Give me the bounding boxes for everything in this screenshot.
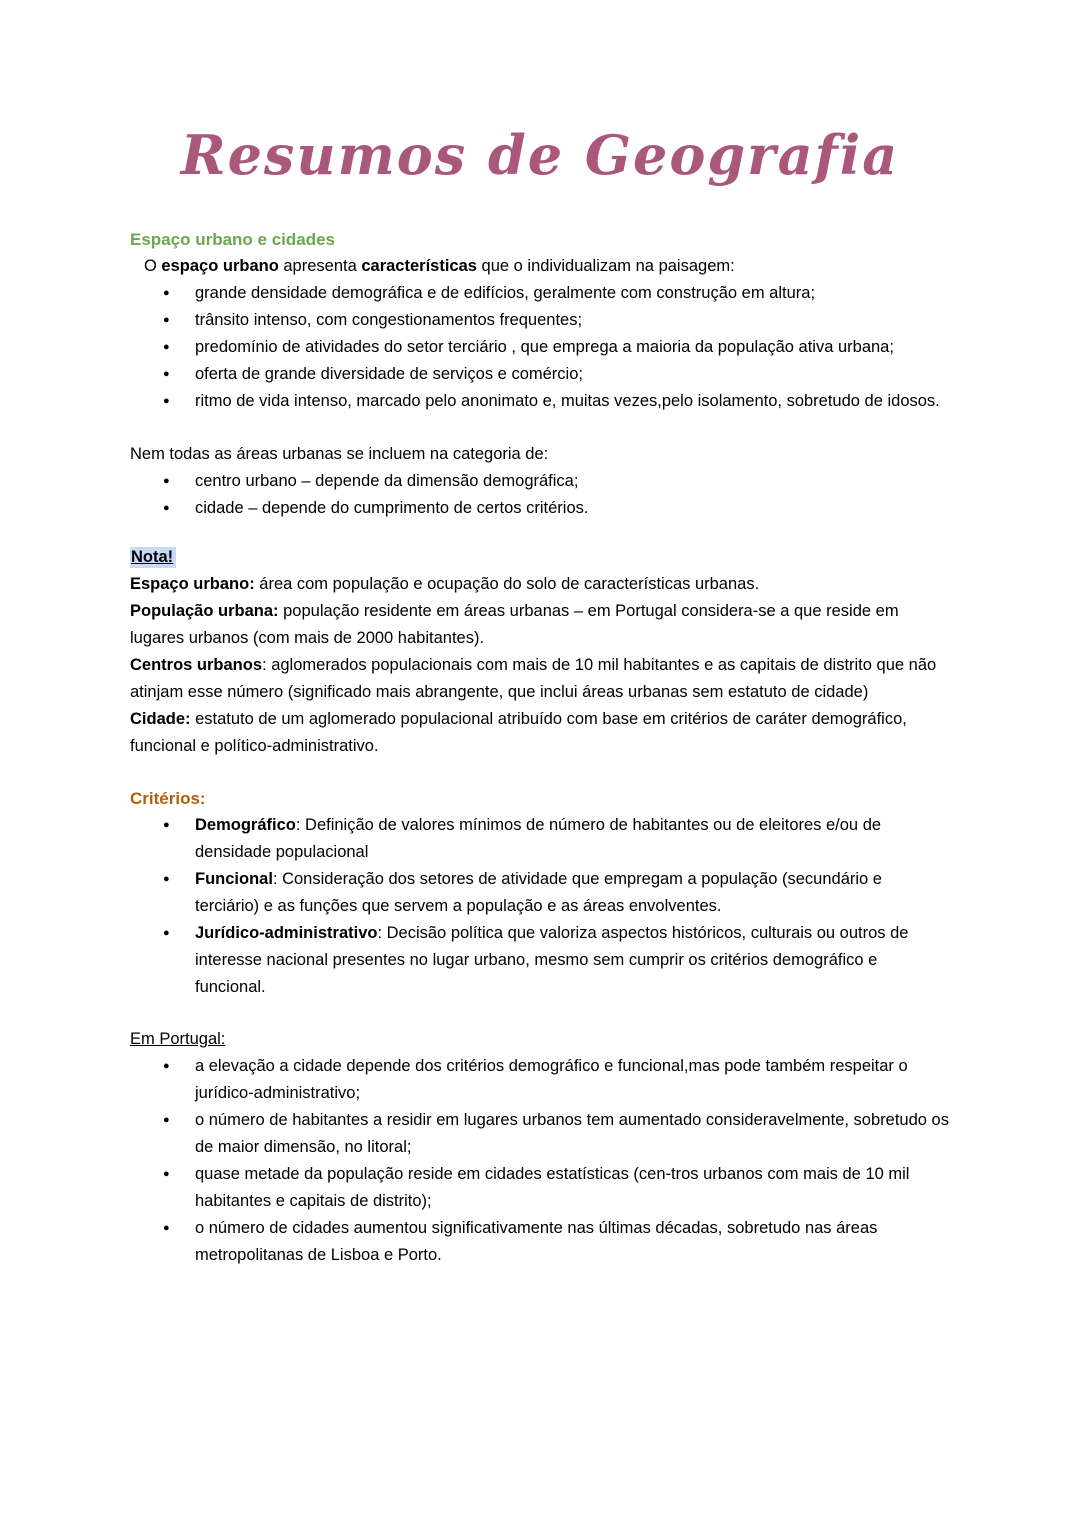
definition-text: população residente em áreas urbanas – em Portugal considera-se a que reside em lugares urbanos (com mais de 2000 habitantes). — [130, 602, 899, 647]
section-nota — [130, 544, 950, 760]
list-item: ● oferta de grande diversidade de serviços e comércio; — [130, 361, 950, 388]
intro-text: O — [144, 257, 162, 275]
definition-term: Cidade: — [130, 710, 191, 728]
definition-text: área com população e ocupação do solo de características urbanas. — [254, 575, 760, 593]
intro-text: que o individualizam na paisagem: — [476, 257, 735, 275]
nota-highlight — [130, 547, 176, 568]
list-item-funcional — [130, 866, 950, 920]
nota-label: Nota! — [131, 548, 174, 566]
criterion-text: : Definição de valores mínimos de número de habitantes ou de eleitores e/ou de densidade populacional — [195, 816, 882, 861]
list-item: ● a elevação a cidade depende dos critérios demográfico e funcional,mas pode também respeitar o jurídico-administrativo; — [130, 1053, 950, 1107]
section-criterios — [130, 785, 950, 1001]
criterion-text: : Consideração dos setores de atividade que empregam a população (secundário e terciário) e as funções que servem a população e as áreas envolventes. — [195, 870, 882, 915]
nota-heading — [130, 544, 950, 571]
portugal-bullet-list — [130, 1053, 950, 1269]
intro-bold-caracteristicas: características — [361, 257, 477, 275]
intro-text: apresenta — [278, 257, 362, 275]
list-item: ● quase metade da população reside em cidades estatísticas (cen-tros urbanos com mais de 10 mil habitantes e capitais de distrito); — [130, 1161, 950, 1215]
urban-space-bullet-list — [130, 280, 950, 415]
definition-cidade — [130, 706, 950, 760]
intro-bold-espaco-urbano: espaço urbano — [161, 257, 279, 275]
page-title: Resumos de Geografia — [180, 123, 900, 187]
intro-paragraph — [130, 253, 950, 280]
list-item-demografico — [130, 812, 950, 866]
list-item: ● centro urbano – depende da dimensão demográfica; — [130, 468, 950, 495]
definition-centros-urbanos — [130, 652, 950, 706]
list-item: ● cidade – depende do cumprimento de certos critérios. — [130, 495, 950, 522]
definition-text: : aglomerados populacionais com mais de 10 mil habitantes e as capitais de distrito que não atinjam esse número (significado mais abrangente, que inclui áreas urbanas sem estatuto de cidade) — [130, 656, 937, 701]
list-item: ● predomínio de atividades do setor terciário , que emprega a maioria da população ativa urbana; — [130, 334, 950, 361]
definition-term: População urbana: — [130, 602, 279, 620]
list-item: ● ritmo de vida intenso, marcado pelo anonimato e, muitas vezes,pelo isolamento, sobretudo de idosos. — [130, 388, 950, 415]
criterion-text: : Decisão política que valoriza aspectos históricos, culturais ou outros de interesse nacional presentes no lugar urbano, mesmo sem cumprir os critérios demográfico e funcional. — [195, 924, 909, 996]
criterion-term: Jurídico-administrativo — [195, 924, 378, 942]
list-item: ● grande densidade demográfica e de edifícios, geralmente com construção em altura; — [130, 280, 950, 307]
section-heading-criterios: Critérios: — [130, 789, 206, 808]
section-categorias — [130, 441, 950, 522]
list-item: ● o número de habitantes a residir em lugares urbanos tem aumentado consideravelmente, sobretudo os de maior dimensão, no litoral; — [130, 1107, 950, 1161]
section-em-portugal — [130, 1026, 950, 1269]
definition-espaco-urbano — [130, 571, 950, 598]
definition-term: Espaço urbano: — [130, 575, 255, 593]
section-espaco-urbano — [130, 226, 950, 415]
section-heading-espaco-urbano: Espaço urbano e cidades — [130, 230, 336, 249]
section-heading-em-portugal: Em Portugal: — [130, 1030, 226, 1048]
list-item: ● trânsito intenso, com congestionamentos frequentes; — [130, 307, 950, 334]
criterion-term: Funcional — [195, 870, 273, 888]
categories-intro: Nem todas as áreas urbanas se incluem na categoria de: — [130, 445, 549, 463]
criterios-bullet-list — [130, 812, 950, 1001]
categories-bullet-list — [130, 468, 950, 522]
definition-text: estatuto de um aglomerado populacional atribuído com base em critérios de caráter demográfico, funcional e político-administrativo. — [130, 710, 907, 755]
criterion-term: Demográfico — [195, 816, 296, 834]
list-item-juridico-administrativo — [130, 920, 950, 1001]
definition-populacao-urbana — [130, 598, 950, 652]
list-item: ● o número de cidades aumentou significativamente nas últimas décadas, sobretudo nas áreas metropolitanas de Lisboa e Porto. — [130, 1215, 950, 1269]
definition-term: Centros urbanos — [130, 656, 263, 674]
